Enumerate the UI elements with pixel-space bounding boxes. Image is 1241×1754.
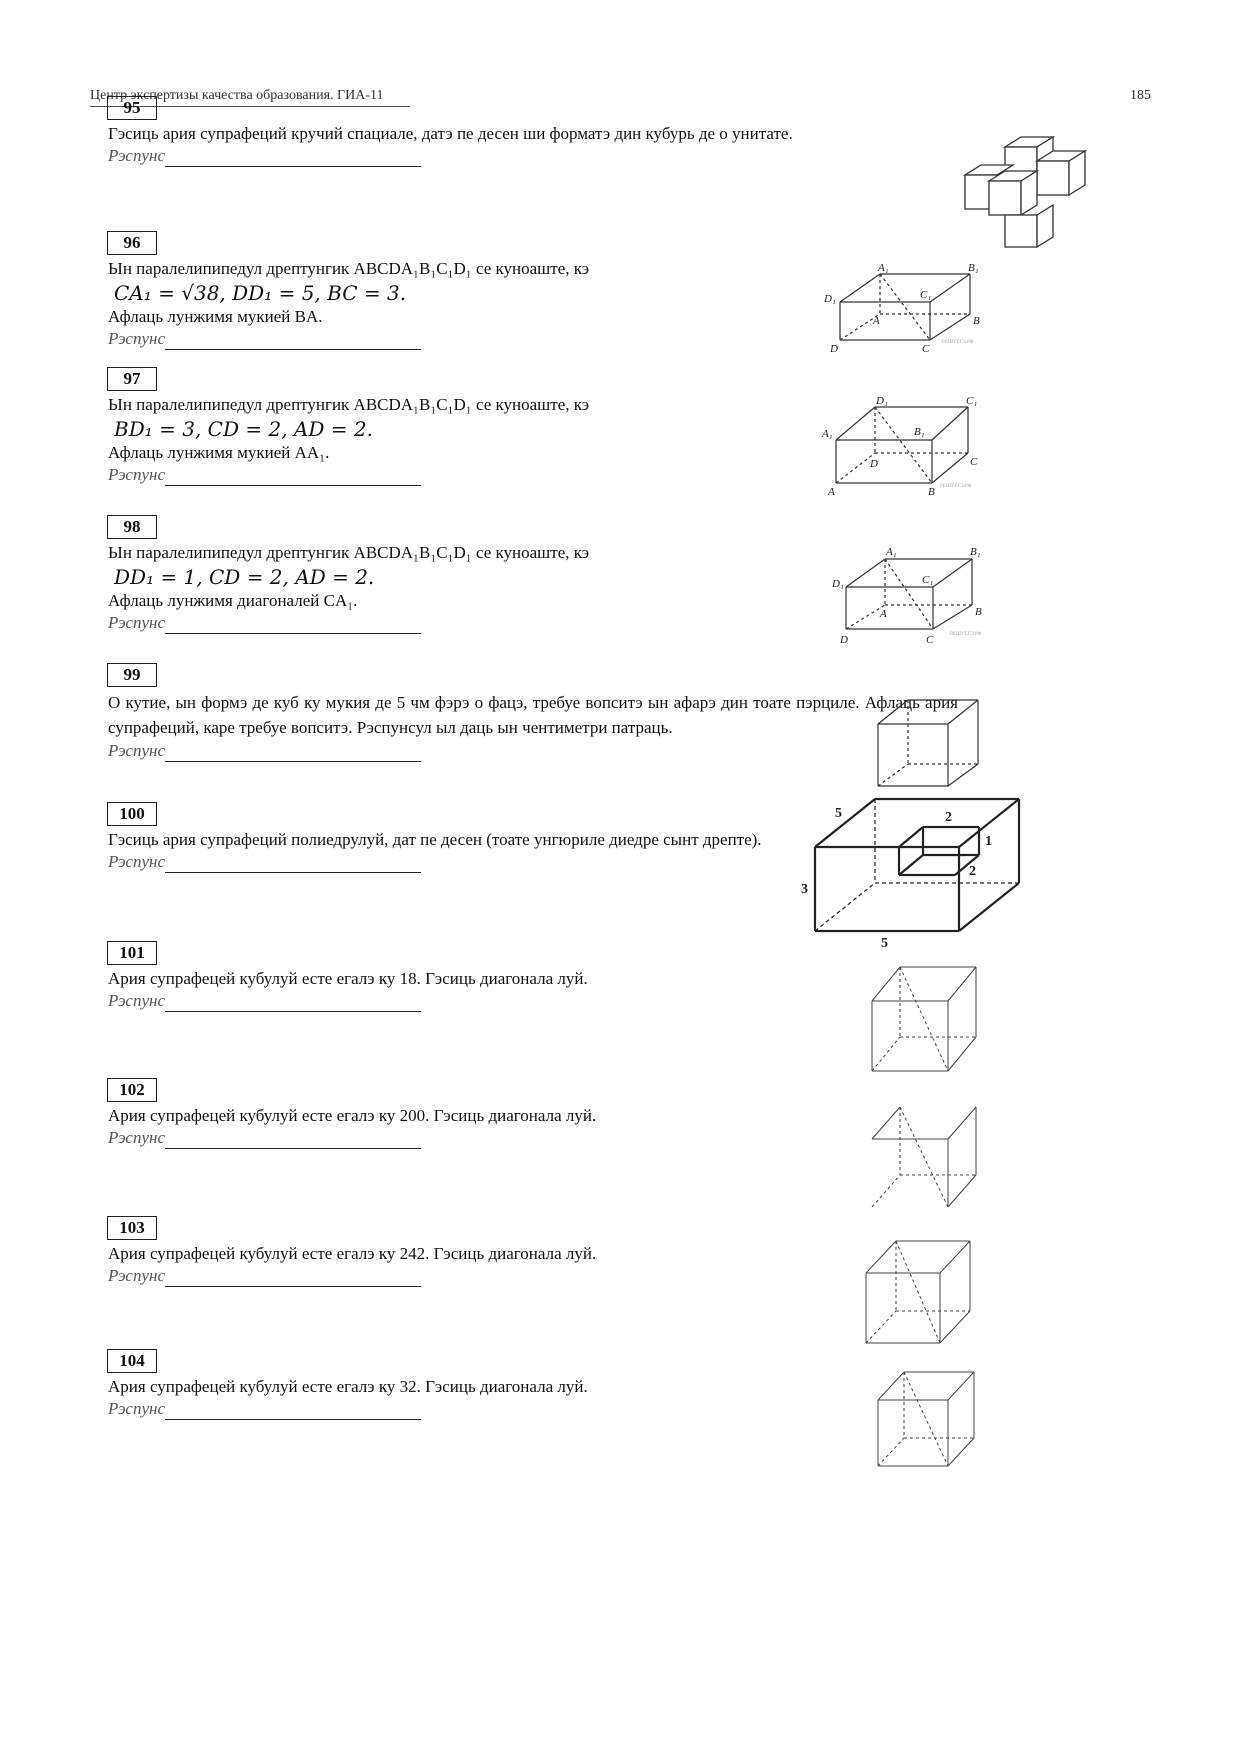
answer-label: Рэспунс [108, 852, 165, 871]
task-text: Ария супрафецей кубулуй есте егалэ ку 200. Гэсиць диагонала луй. [108, 1106, 597, 1125]
label-c1: C₁ [920, 289, 932, 301]
watermark: РЕШУЕГЭ.РФ [940, 484, 972, 489]
answer-input[interactable] [165, 993, 421, 1012]
label-c1: C₁ [922, 574, 934, 586]
label-a: A [880, 608, 887, 620]
task-conditions: CA₁ = √38, DD₁ = 5, BC = 3. [114, 281, 407, 305]
task-conditions: BD₁ = 3, CD = 2, AD = 2. [114, 417, 373, 441]
task-102 [108, 1078, 958, 1149]
task-question: Афлаць лунжимя мукией BA. [108, 307, 323, 326]
answer-row [108, 740, 958, 762]
open-cube-figure [868, 692, 993, 792]
label-a1: A₁ [822, 428, 833, 440]
answer-input[interactable] [165, 1401, 421, 1420]
task-question: Афлаць лунжимя мукией AA₁. [108, 443, 330, 462]
task-104 [108, 1349, 958, 1420]
answer-row [108, 1398, 958, 1420]
task-number: 103 [107, 1216, 157, 1240]
cube-diagonal-figure-102 [862, 1103, 984, 1211]
cube-face [1037, 205, 1053, 247]
label-cut-length: 2 [969, 864, 976, 879]
label-b1: B₁ [968, 262, 979, 274]
answer-input[interactable] [165, 1268, 421, 1287]
task-text: Ын паралелипипедул дрептунгик ABCDA₁B₁C₁D₁ се куноаште, кэ [108, 259, 590, 278]
answer-input[interactable] [165, 331, 421, 350]
label-b1: B₁ [970, 546, 981, 558]
answer-input[interactable] [165, 1130, 421, 1149]
task-question: Афлаць лунжимя диагоналей CA₁. [108, 591, 358, 610]
task-number: 98 [107, 515, 157, 539]
cube-face [1005, 215, 1037, 247]
answer-row [108, 145, 958, 167]
task-number: 97 [107, 367, 157, 391]
task-text: О кутие, ын формэ де куб ку мукия де 5 чм фэрэ о фацэ, требуе вопситэ ын афарэ дин тоате пэрциле. Афлаць ария супрафеций, каре требуе вопситэ. Рэспунсул ыл даць ын чентиметри патраць. [108, 693, 958, 737]
cube-diagonal-figure-104 [872, 1368, 980, 1470]
cube-diagonal-figure-101 [862, 963, 984, 1075]
task-text: Ария супрафецей кубулуй есте егалэ ку 32. Гэсиць диагонала луй. [108, 1377, 588, 1396]
task-text: Гэсиць ария супрафеций полиедрулуй, дат пе десен (тоате унгюриле диедре сынт дрепте). [108, 830, 762, 849]
answer-row [108, 1265, 958, 1287]
label-a1: A₁ [886, 546, 897, 558]
answer-label: Рэспунс [108, 1128, 165, 1147]
label-height: 3 [801, 882, 808, 897]
answer-input[interactable] [165, 615, 421, 634]
label-b1: B₁ [914, 426, 925, 438]
answer-input[interactable] [165, 743, 421, 762]
cube-face [1037, 161, 1069, 195]
task-text: Ария супрафецей кубулуй есте егалэ ку 242. Гэсиць диагонала луй. [108, 1244, 597, 1263]
answer-label: Рэспунс [108, 991, 165, 1010]
task-number: 100 [107, 802, 157, 826]
answer-row [108, 1127, 958, 1149]
label-a: A [828, 486, 835, 498]
answer-label: Рэспунс [108, 613, 165, 632]
task-99 [108, 663, 958, 762]
label-a1: A₁ [878, 262, 889, 274]
answer-label: Рэспунс [108, 146, 165, 165]
label-c: C [922, 343, 930, 355]
task-95 [108, 96, 958, 167]
task-text: Ын паралелипипедул дрептунгик ABCDA₁B₁C₁D₁ се куноаште, кэ [108, 395, 590, 414]
answer-label: Рэспунс [108, 741, 165, 760]
task-text: Ария супрафецей кубулуй есте егалэ ку 18. Гэсиць диагонала луй. [108, 969, 588, 988]
task-103 [108, 1216, 958, 1287]
task-number: 104 [107, 1349, 157, 1373]
label-d: D [830, 343, 838, 355]
task-conditions: DD₁ = 1, CD = 2, AD = 2. [114, 565, 375, 589]
task-text: Гэсиць ария супрафеций кручий спациале, датэ пе десен ши форматэ дин кубурь де о унитате. [108, 124, 793, 143]
label-c1: C₁ [966, 395, 978, 407]
label-b: B [973, 315, 980, 327]
label-cut-width: 2 [945, 810, 952, 825]
watermark: РЕШУЕГЭ.РФ [950, 632, 982, 637]
task-number: 99 [107, 663, 157, 687]
box-figure-96 [820, 262, 1000, 357]
label-c: C [926, 634, 934, 645]
label-d1: D₁ [832, 578, 844, 590]
header-title: Центр экспертизы качества образования. ГИА-11 [90, 88, 384, 103]
cube-face [989, 181, 1021, 215]
label-cut-depth: 1 [985, 834, 992, 849]
answer-input[interactable] [165, 854, 421, 873]
box-figure-98 [830, 545, 1005, 645]
task-text: Ын паралелипипедул дрептунгик ABCDA₁B₁C₁D₁ се куноаште, кэ [108, 543, 590, 562]
watermark: РЕШУЕГЭ.РФ [942, 340, 974, 345]
label-d: D [840, 634, 848, 645]
task-101 [108, 941, 958, 1012]
answer-label: Рэспунс [108, 1399, 165, 1418]
task-number: 96 [107, 231, 157, 255]
task-number: 102 [107, 1078, 157, 1102]
page-number: 185 [1130, 88, 1151, 103]
box-figure-97 [820, 395, 1000, 500]
label-b: B [975, 606, 982, 618]
label-b: B [928, 486, 935, 498]
label-bottom: 5 [881, 936, 888, 950]
task-number: 95 [107, 96, 157, 120]
task-number: 101 [107, 941, 157, 965]
label-top: 5 [835, 806, 842, 821]
cube-cross-figure [955, 135, 1105, 255]
label-d: D [870, 458, 878, 470]
cube-diagonal-figure-103 [860, 1237, 978, 1347]
label-d1: D₁ [824, 293, 836, 305]
label-d1: D₁ [876, 395, 888, 407]
answer-input[interactable] [165, 467, 421, 486]
answer-input[interactable] [165, 148, 421, 167]
answer-label: Рэспунс [108, 1266, 165, 1285]
label-a: A [873, 315, 880, 327]
polyhedron-figure [795, 795, 1025, 950]
answer-label: Рэспунс [108, 465, 165, 484]
label-c: C [970, 456, 978, 468]
answer-label: Рэспунс [108, 329, 165, 348]
answer-row [108, 990, 958, 1012]
